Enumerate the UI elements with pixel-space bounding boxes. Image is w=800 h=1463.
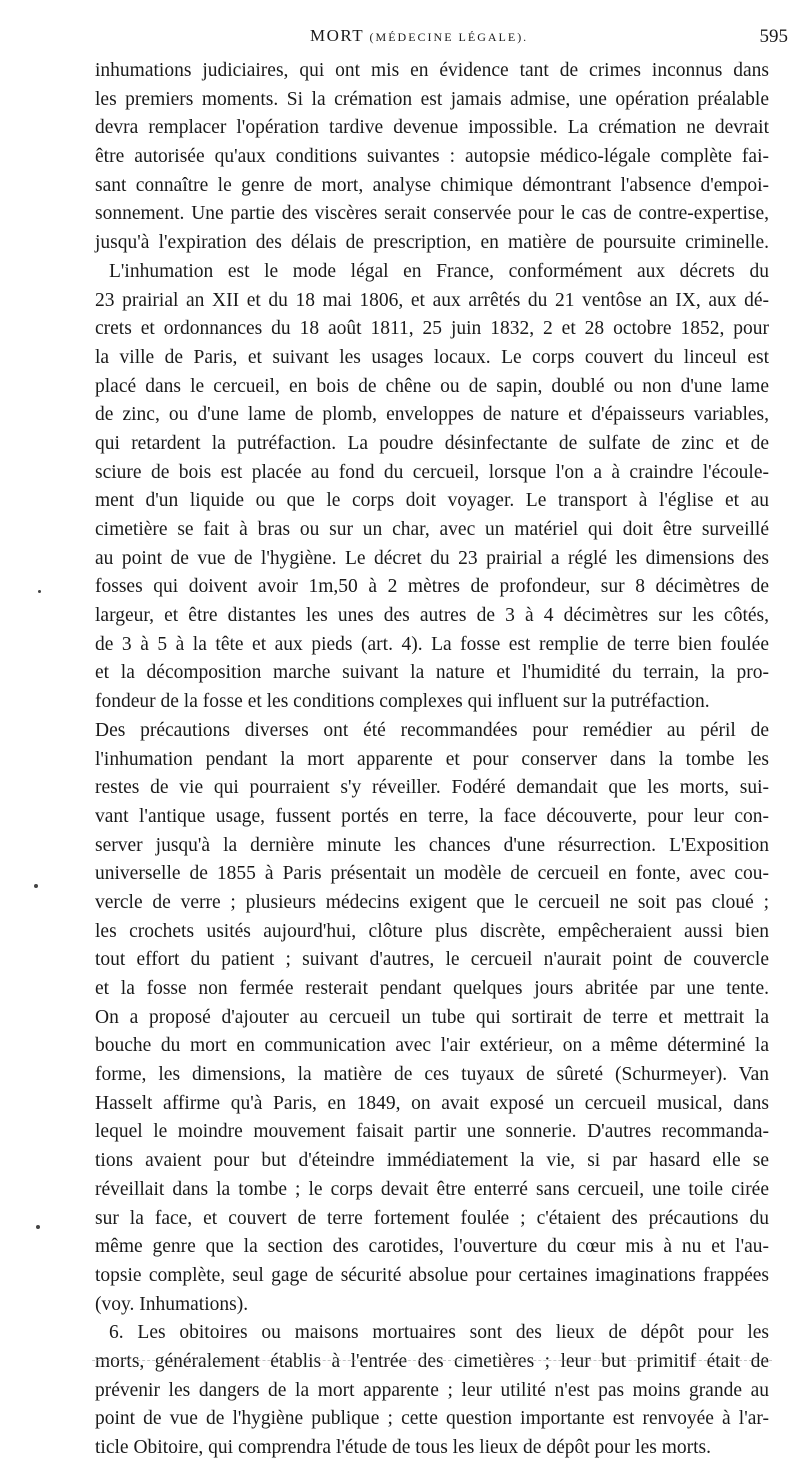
text-line: prévenir les dangers de la mort apparente ; leur utilité n'est pas moins grande au [95,1379,769,1401]
text-line: On a proposé d'ajouter au cercueil un tube qui sortirait de terre et mettrait la [95,1006,769,1028]
text-line: largeur, et être distantes les unes des autres de 3 à 4 décimètres sur les côtés, [95,605,769,627]
text-line: ticle Obitoire, qui comprendra l'étude de tous les lieux de dépôt pour les morts. [95,1437,711,1458]
text-line: 6. Les obitoires ou maisons mortuaires sont des lieux de dépôt pour les [109,1322,769,1344]
text-line: les crochets usités aujourd'hui, clôture plus discrète, empêcheraient aussi bien [95,920,769,942]
text-line: 23 prairial an XII et du 18 mai 1806, et aux arrêtés du 21 ventôse an IX, aux dé- [95,289,769,311]
running-head [310,26,528,46]
page-header [90,26,790,52]
text-line: au point de vue de l'hygiène. Le décret du 23 prairial a réglé les dimensions des [95,547,769,569]
text-line: fondeur de la fosse et les conditions complexes qui influent sur la putréfaction. [95,691,710,713]
text-line: sur la face, et couvert de terre fortement foulée ; c'étaient des précautions du [95,1207,769,1229]
text-line: fosses qui doivent avoir 1m,50 à 2 mètres de profondeur, sur 8 décimètres de [95,576,769,598]
text-line: les premiers moments. Si la crémation est jamais admise, une opération préalable [95,88,769,110]
text-line-reference: (voy. Inhumations). [95,1293,249,1315]
scan-speck [38,590,41,593]
text-line: L'inhumation est le mode légal en France, conformément aux décrets du [109,260,769,282]
text-line: de 3 à 5 à la tête et aux pieds (art. 4). La fosse est remplie de terre bien foulée [95,633,769,655]
text-line: vant l'antique usage, fussent portés en terre, la face découverte, pour leur con- [95,805,769,827]
scan-speck [34,884,38,888]
text-line: restes de vie qui pourraient s'y réveiller. Fodéré demandait que les morts, sui- [95,777,769,799]
text-line: de zinc, ou d'une lame de plomb, enveloppes de nature et d'épaisseurs variables, [95,404,769,426]
text-line: crets et ordonnances du 18 août 1811, 25 juin 1832, 2 et 28 octobre 1852, pour [95,318,769,340]
text-line: ment d'un liquide ou que le corps doit voyager. Le transport à l'église et au [95,490,769,512]
body-text [95,57,769,1463]
text-line: vercle de verre ; plusieurs médecins exigent que le cercueil ne soit pas cloué ; [95,891,769,913]
text-line: bouche du mort en communication avec l'air extérieur, on a même déterminé la [95,1035,769,1057]
paragraph-precautions [95,717,769,1319]
text-line: topsie complète, seul gage de sécurité absolue pour certaines imaginations frappées [95,1264,769,1286]
text-line: Hasselt affirme qu'à Paris, en 1849, on avait exposé un cercueil musical, dans [95,1092,769,1114]
text-line: cimetière se fait à bras ou sur un char, avec un matériel qui doit être surveillé [95,519,769,540]
text-line: Des précautions diverses ont été recommandées pour remédier au péril de [95,719,769,741]
text-line: universelle de 1855 à Paris présentait un modèle de cercueil en fonte, avec cou- [95,863,769,885]
text-line: et la fosse non fermée resterait pendant quelques jours abritée par une tente. [95,978,769,999]
text-line: inhumations judiciaires, qui ont mis en évidence tant de crimes inconnus dans [95,60,769,81]
text-line: qui retardent la putréfaction. La poudre désinfectante de sulfate de zinc et de [95,432,769,454]
text-line: même genre que la section des carotides, l'ouverture du cœur mis à nu et l'au- [95,1236,769,1258]
text-line: réveillait dans la tombe ; le corps devait être enterré sans cercueil, une toile cirée [95,1178,769,1200]
text-line: sant connaître le genre de mort, analyse chimique démontrant l'absence d'empoi- [95,174,769,196]
text-line: server jusqu'à la dernière minute les chances d'une résurrection. L'Exposition [95,834,769,856]
paragraph-cremation [95,57,769,258]
scan-speck [36,1225,40,1229]
paragraph-obitoires [95,1319,769,1462]
paragraph-inhumation [95,258,769,717]
text-line: morts, généralement établis à l'entrée des cimetières ; leur but primitif était de [95,1350,769,1372]
text-line: l'inhumation pendant la mort apparente et pour conserver dans la tombe les [95,748,769,770]
text-line: lequel le moindre mouvement faisait partir une sonnerie. D'autres recommanda- [95,1121,769,1143]
text-line: tout effort du patient ; suivant d'autres, le cercueil n'aurait point de couvercle [95,949,769,971]
text-line: devra remplacer l'opération tardive devenue impossible. La crémation ne devrait [95,117,769,139]
scan-edge-rule [92,1360,772,1361]
text-line: point de vue de l'hygiène publique ; cette question importante est renvoyée à l'ar- [95,1408,769,1430]
text-line: être autorisée qu'aux conditions suivantes : autopsie médico-légale complète fai- [95,146,769,168]
page-number: 595 [759,26,788,47]
running-title: MORT [310,26,364,45]
text-line: placé dans le cercueil, en bois de chêne ou de sapin, doublé ou non d'une lame [95,375,769,397]
text-line: jusqu'à l'expiration des délais de prescription, en matière de poursuite criminelle. [95,232,769,254]
text-line: la ville de Paris, et suivant les usages locaux. Le corps couvert du linceul est [95,346,769,368]
text-line: tions avaient pour but d'éteindre immédiatement la vie, si par hasard elle se [95,1150,769,1172]
text-line: sonnement. Une partie des viscères serait conservée pour le cas de contre-expertise, [95,203,769,225]
text-line: et la décomposition marche suivant la nature et l'humidité du terrain, la pro- [95,662,769,684]
text-line: forme, les dimensions, la matière de ces tuyaux de sûreté (Schurmeyer). Van [95,1064,769,1086]
running-subtitle: (MÉDECINE LÉGALE). [369,30,529,44]
text-line: sciure de bois est placée au fond du cercueil, lorsque l'on a à craindre l'écoule- [95,461,769,483]
